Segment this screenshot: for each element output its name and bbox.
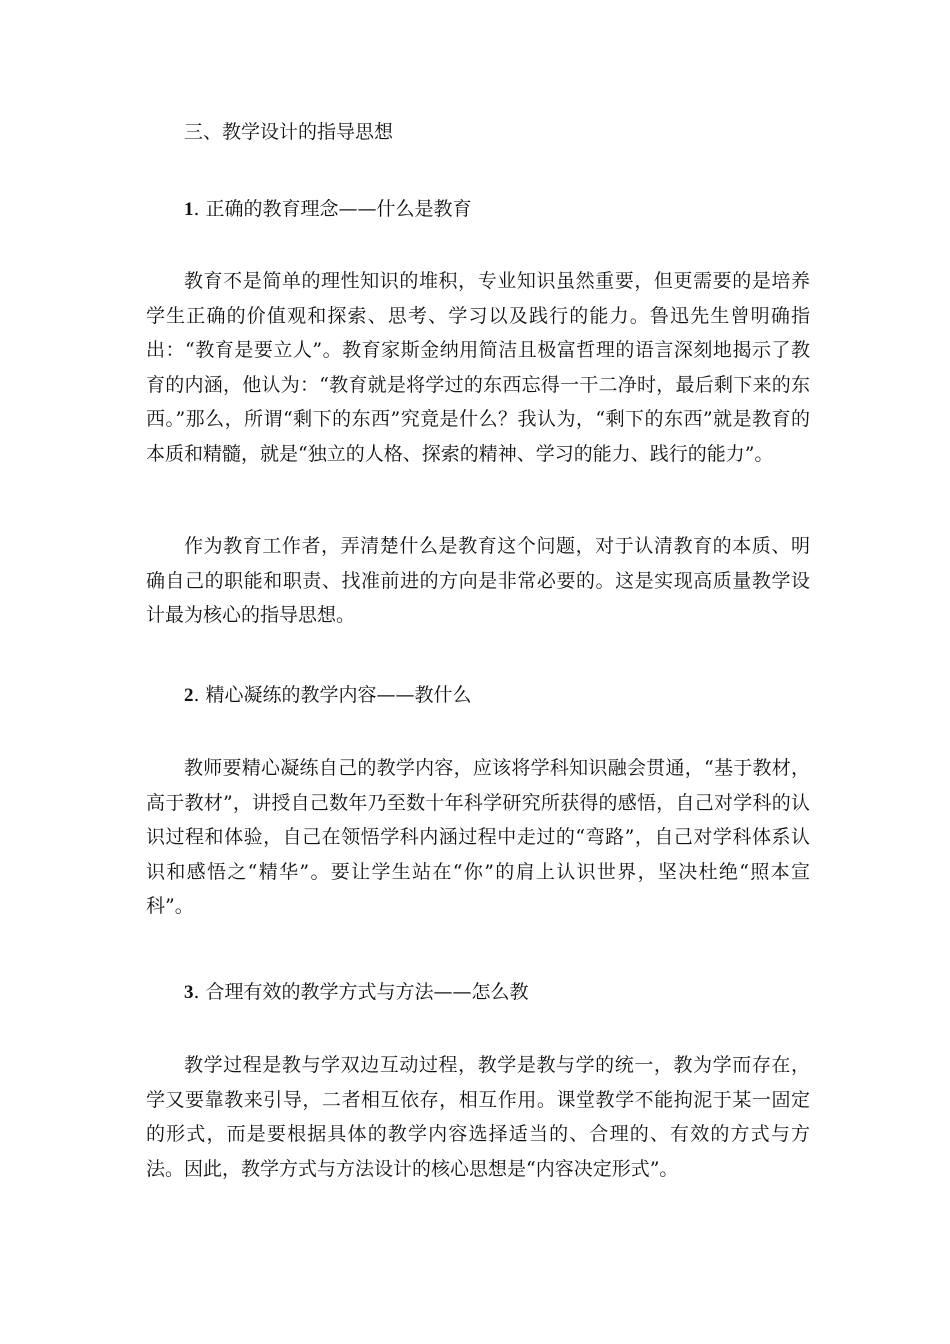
subsection-heading-1: [184, 195, 472, 224]
subsection-separator: .: [193, 981, 200, 1003]
subsection-heading-3: [184, 978, 529, 1007]
paragraph: 教师要精心凝练自己的教学内容，应该将学科知识融会贯通，“基于教材，高于教材”，讲授自己数年乃至数十年科学研究所获得的感悟，自己对学科的认识过程和体验，自己在领悟学科内涵过程中走过的“弯路”，自己对学科体系认识和感悟之“精华”。要让学生站在“你”的肩上认识世界，坚决杜绝“照本宣科”。: [146, 757, 810, 917]
subsection-number: 3: [184, 982, 194, 1003]
subsection-separator: .: [193, 198, 200, 220]
subsection-number: 2: [184, 685, 194, 706]
paragraph: 教育不是简单的理性知识的堆积，专业知识虽然重要，但更需要的是培养学生正确的价值观和探索、思考、学习以及践行的能力。鲁迅先生曾明确指出：“教育是要立人”。教育家斯金纳用简洁且极富哲理的语言深刻地揭示了教育的内涵，他认为：“教育就是将学过的东西忘得一干二净时，最后剩下来的东西。”那么，所谓“剩下的东西”究竟是什么？我认为，“剩下的东西”就是教育的本质和精髓，就是“独立的人格、探索的精神、学习的能力、践行的能力”。: [146, 270, 810, 465]
section-title-text: 三、教学设计的指导思想: [184, 121, 394, 143]
subsection-number: 1: [184, 199, 194, 220]
paragraph: 教学过程是教与学双边互动过程，教学是教与学的统一，教为学而存在，学又要靠教来引导，二者相互依存，相互作用。课堂教学不能拘泥于某一固定的形式，而是要根据具体的教学内容选择适当的、合理的、有效的方式与方法。因此，教学方式与方法设计的核心思想是“内容决定形式”。: [146, 1054, 810, 1180]
subsection-title: 合理有效的教学方式与方法——怎么教: [205, 981, 529, 1003]
subsection-separator: .: [193, 684, 200, 706]
subsection-title: 精心凝练的教学内容——教什么: [205, 684, 472, 706]
section-title: [184, 118, 393, 146]
paragraph: 作为教育工作者，弄清楚什么是教育这个问题，对于认清教育的本质、明确自己的职能和职责、找准前进的方向是非常必要的。这是实现高质量教学设计最为核心的指导思想。: [146, 535, 810, 626]
subsection-title: 正确的教育理念——什么是教育: [205, 198, 472, 220]
subsection-heading-2: [184, 681, 472, 710]
